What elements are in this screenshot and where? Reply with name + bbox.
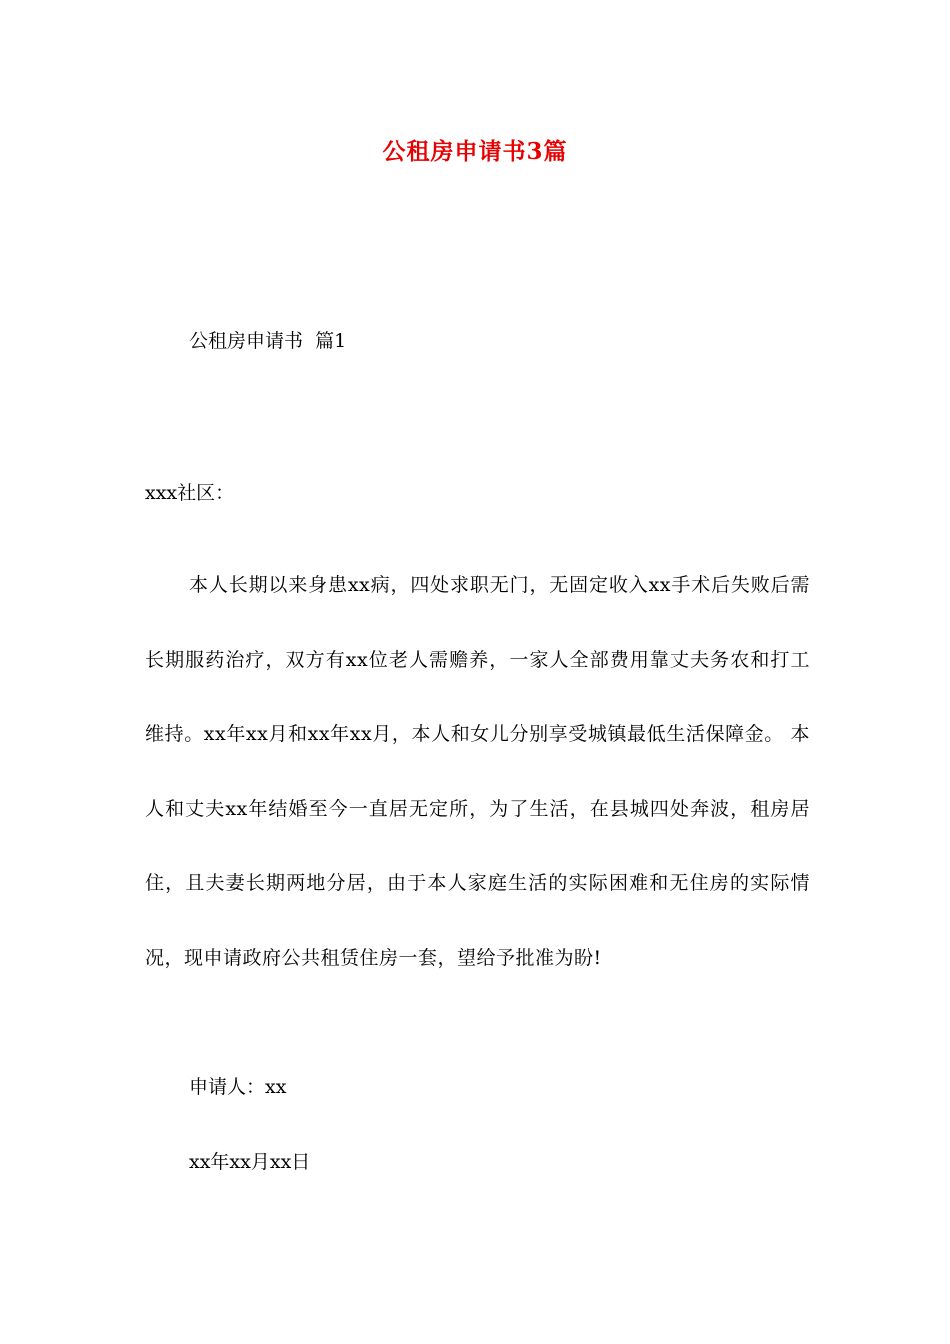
document-title: 公租房申请书3篇 bbox=[382, 138, 568, 165]
date-line: xx年xx月xx日 bbox=[189, 1151, 311, 1173]
applicant-signature-line: 申请人：xx bbox=[189, 1076, 287, 1098]
section-heading: 公租房申请书 篇1 bbox=[189, 330, 347, 352]
body-paragraph: 本人长期以来身患xx病，四处求职无门，无固定收入xx手术后失败后需长期服药治疗，双方有xx位老人需赡养，一家人全部费用靠丈夫务农和打工维持。xx年xx月和xx年xx月，本人和女儿分别享受城镇最低生活保障金。 本人和丈夫xx年结婚至今一直居无定所，为了生活，在县城四处奔波，租房居住，且夫妻长期两地分居，由于本人家庭生活的实际困难和无住房的实际情况，现申请政府公共租赁住房一套，望给予批准为盼! bbox=[145, 574, 810, 969]
salutation: xxx社区： bbox=[145, 482, 235, 504]
